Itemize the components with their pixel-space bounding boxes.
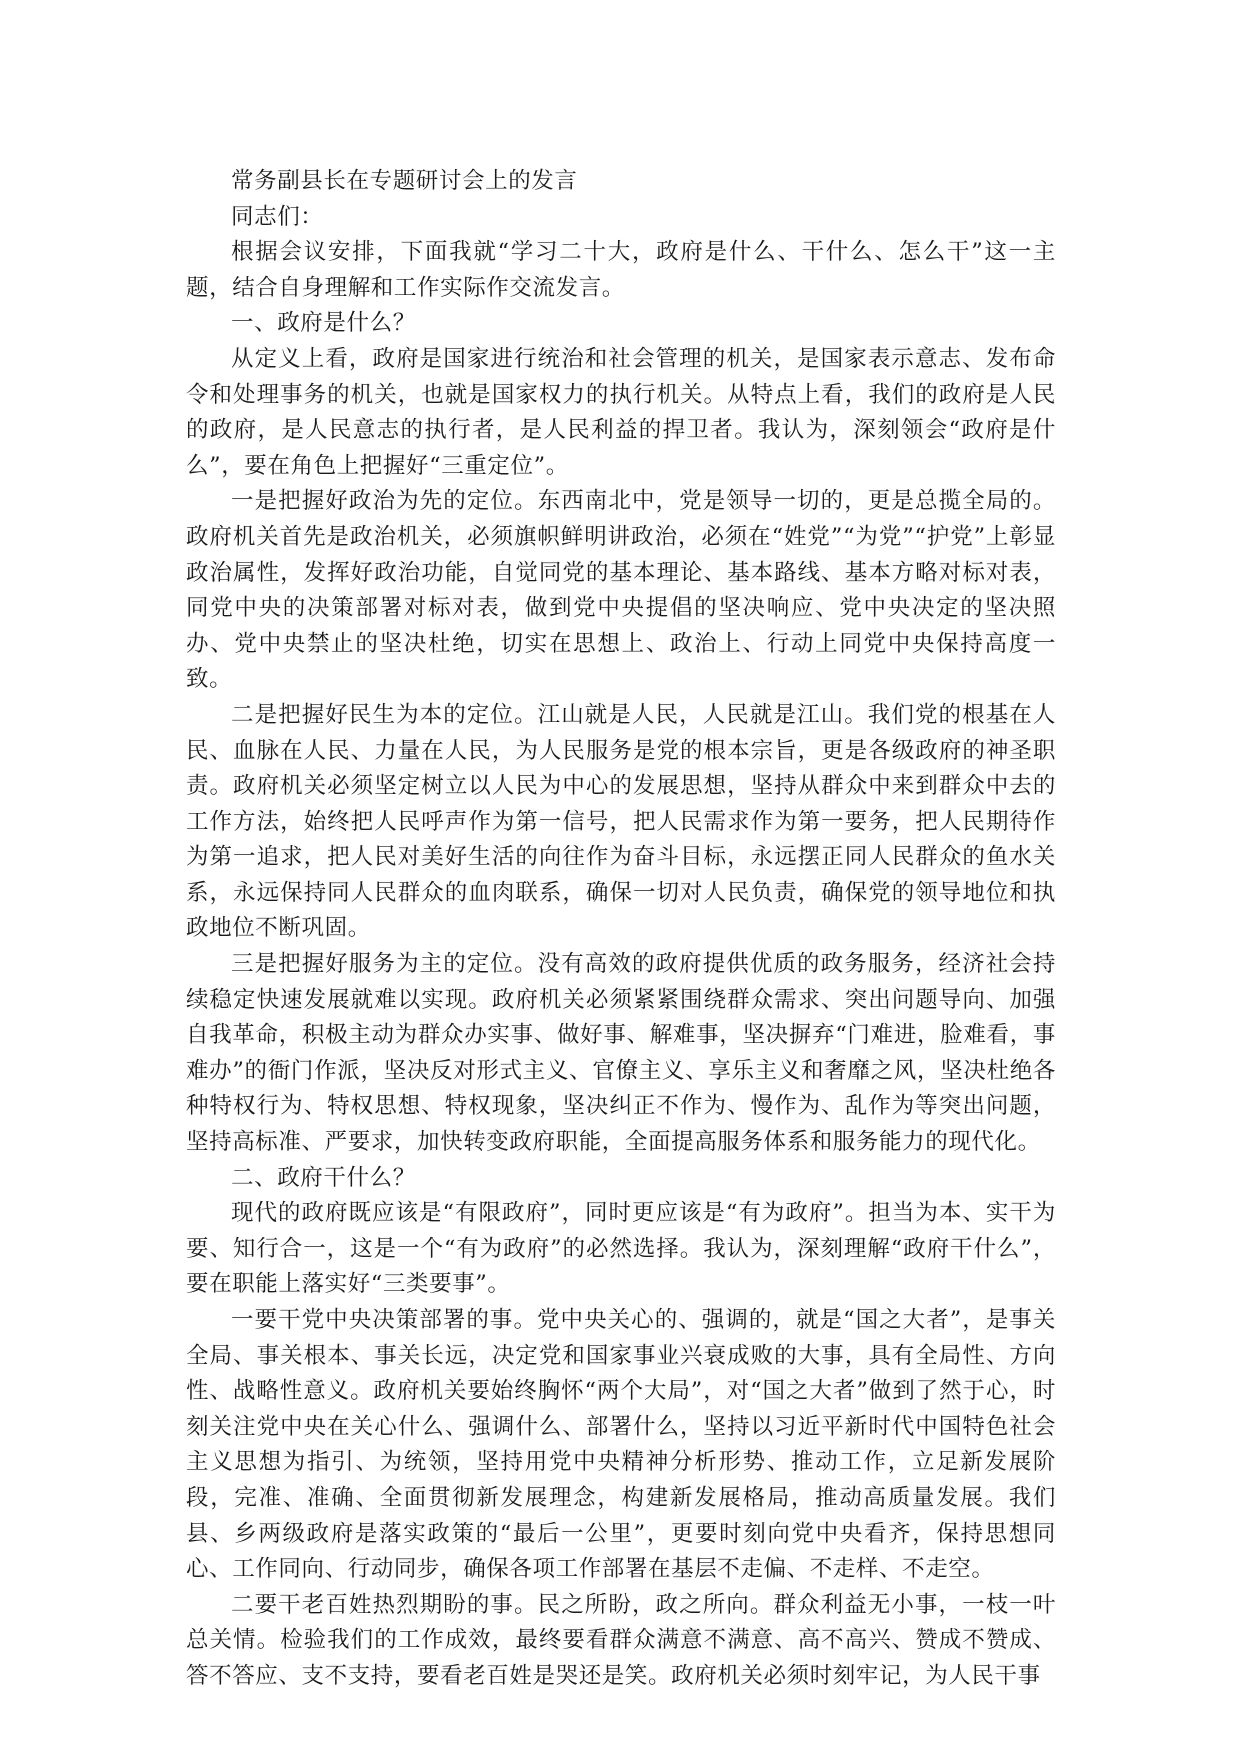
paragraph: 现代的政府既应该是“有限政府”，同时更应该是“有为政府”。担当为本、实干为要、知行合一，这是一个“有为政府”的必然选择。我认为，深刻理解“政府干什么”，要在职能上落实好“三类要事”。 — [186, 1200, 1056, 1298]
document-page — [186, 164, 1056, 1695]
paragraph: 一是把握好政治为先的定位。东西南北中，党是领导一切的，更是总揽全局的。政府机关首先是政治机关，必须旗帜鲜明讲政治，必须在“姓党”“为党”“护党”上彰显政治属性，发挥好政治功能，自觉同党的基本理论、基本路线、基本方略对标对表，同党中央的决策部署对标对表，做到党中央提倡的坚决响应、党中央决定的坚决照办、党中央禁止的坚决杜绝，切实在思想上、政治上、行动上同党中央保持高度一致。 — [186, 488, 1056, 693]
section-heading: 二、政府干什么？ — [231, 1164, 416, 1191]
paragraph: 二要干老百姓热烈期盼的事。民之所盼，政之所向。群众利益无小事，一枝一叶总关情。检验我们的工作成效，最终要看群众满意不满意、高不高兴、赞成不赞成、答不答应、支不支持，要看老百姓是哭还是笑。政府机关必须时刻牢记，为人民干事 — [186, 1591, 1056, 1689]
document-title: 常务副县长在专题研讨会上的发言 — [231, 168, 578, 194]
salutation: 同志们： — [231, 203, 324, 230]
paragraph: 根据会议安排，下面我就“学习二十大，政府是什么、干什么、怎么干”这一主题，结合自身理解和工作实际作交流发言。 — [186, 239, 1056, 301]
paragraph: 从定义上看，政府是国家进行统治和社会管理的机关，是国家表示意志、发布命令和处理事务的机关，也就是国家权力的执行机关。从特点上看，我们的政府是人民的政府，是人民意志的执行者，是人民利益的捍卫者。我认为，深刻领会“政府是什么”，要在角色上把握好“三重定位”。 — [186, 345, 1056, 479]
paragraph: 二是把握好民生为本的定位。江山就是人民，人民就是江山。我们党的根基在人民、血脉在人民、力量在人民，为人民服务是党的根本宗旨，更是各级政府的神圣职责。政府机关必须坚定树立以人民为中心的发展思想，坚持从群众中来到群众中去的工作方法，始终把人民呼声作为第一信号，把人民需求作为第一要务，把人民期待作为第一追求，把人民对美好生活的向往作为奋斗目标，永远摆正同人民群众的鱼水关系，永远保持同人民群众的血肉联系，确保一切对人民负责，确保党的领导地位和执政地位不断巩固。 — [186, 701, 1056, 942]
section-heading: 一、政府是什么？ — [231, 310, 416, 337]
paragraph: 一要干党中央决策部署的事。党中央关心的、强调的，就是“国之大者”，是事关全局、事关根本、事关长远，决定党和国家事业兴衰成败的大事，具有全局性、方向性、战略性意义。政府机关要始终胸怀“两个大局”，对“国之大者”做到了然于心，时刻关注党中央在关心什么、强调什么、部署什么，坚持以习近平新时代中国特色社会主义思想为指引、为统领，坚持用党中央精神分析形势、推动工作，立足新发展阶段，完准、准确、全面贯彻新发展理念，构建新发展格局，推动高质量发展。我们县、乡两级政府是落实政策的“最后一公里”，更要时刻向党中央看齐，保持思想同心、工作同向、行动同步，确保各项工作部署在基层不走偏、不走样、不走空。 — [186, 1307, 1056, 1583]
paragraph: 三是把握好服务为主的定位。没有高效的政府提供优质的政务服务，经济社会持续稳定快速发展就难以实现。政府机关必须紧紧围绕群众需求、突出问题导向、加强自我革命，积极主动为群众办实事、做好事、解难事，坚决摒弃“门难进，脸难看，事难办”的衙门作派，坚决反对形式主义、官僚主义、享乐主义和奢靡之风，坚决杜绝各种特权行为、特权思想、特权现象，坚决纠正不作为、慢作为、乱作为等突出问题，坚持高标准、严要求，加快转变政府职能，全面提高服务体系和服务能力的现代化。 — [186, 951, 1056, 1156]
